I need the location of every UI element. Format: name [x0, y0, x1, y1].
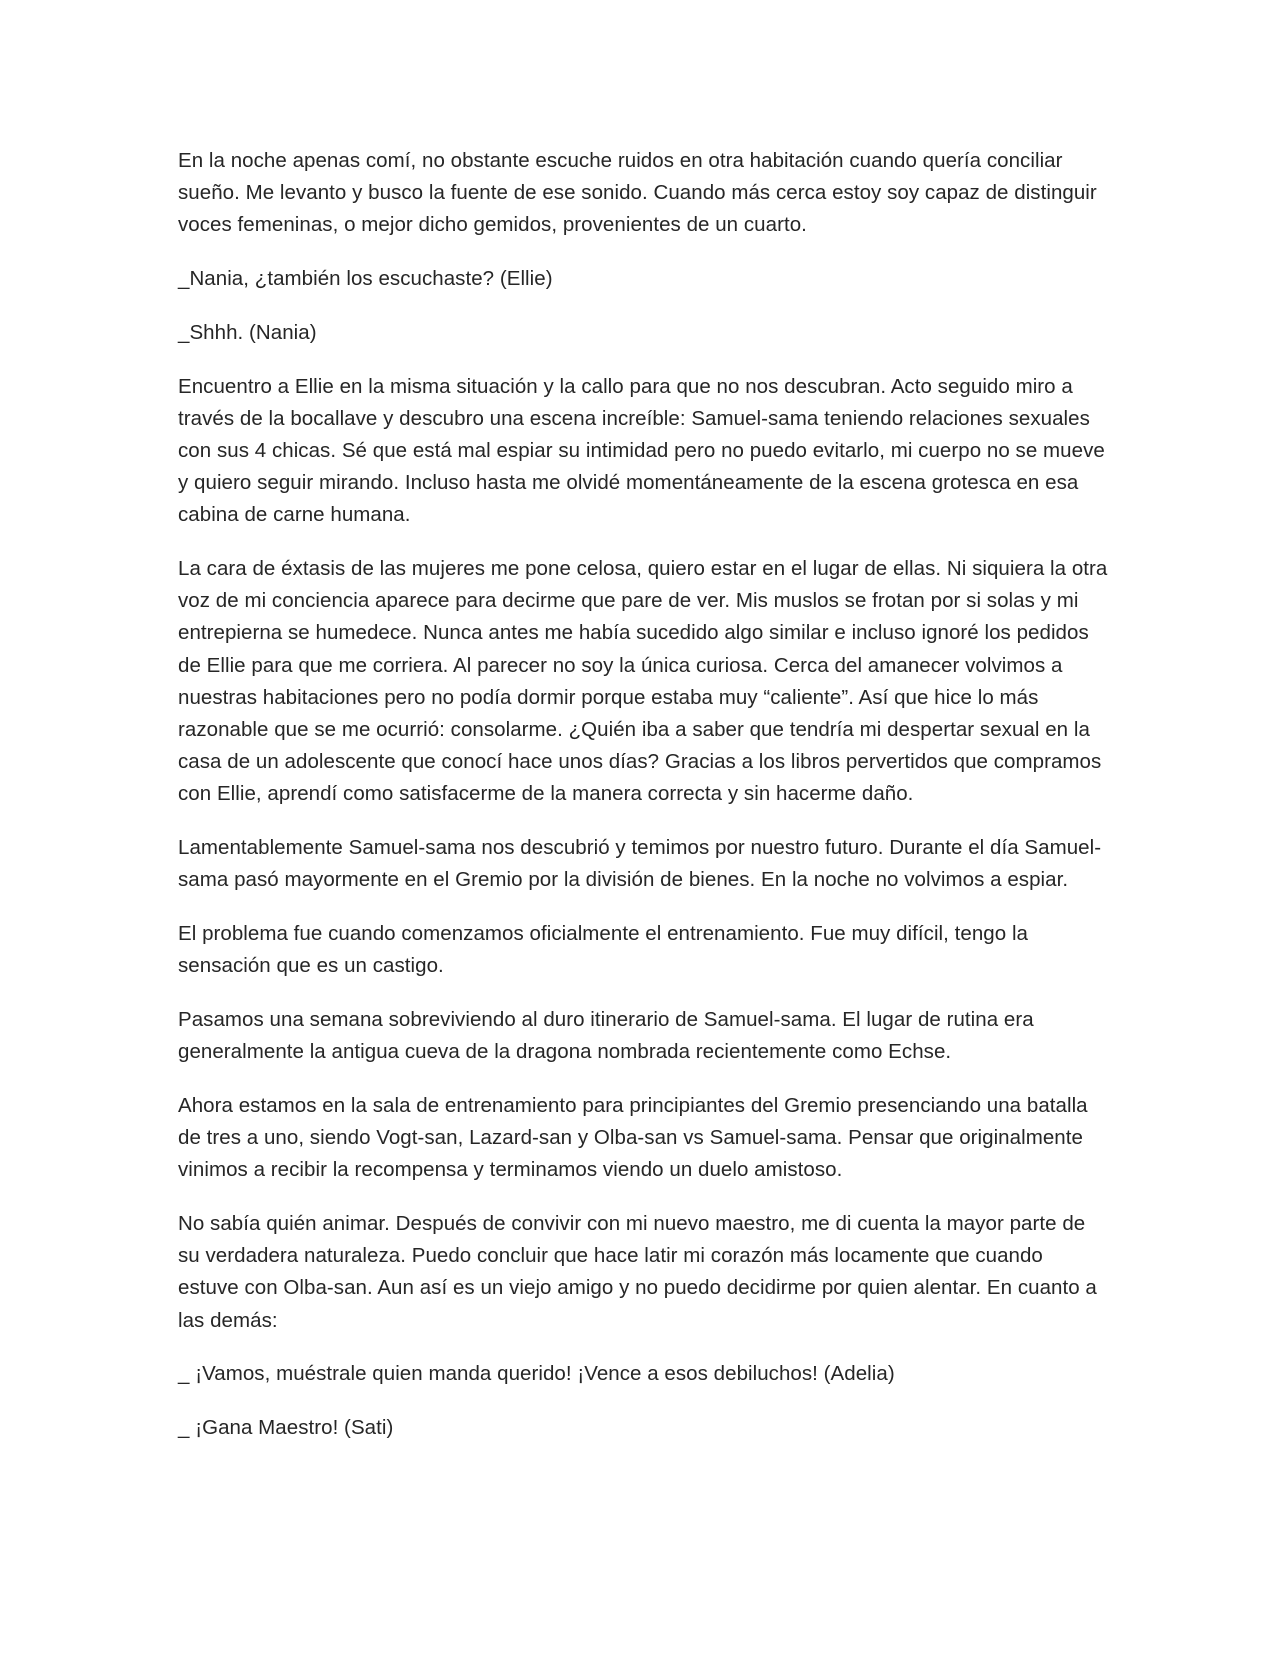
- dialogue-line: _Nania, ¿también los escuchaste? (Ellie): [178, 267, 553, 291]
- paragraph: Encuentro a Ellie en la misma situación y la callo para que no nos descubran. Acto seguido miro a través de la bocallave y descubro una escena increíble: Samuel-sama teniendo relaciones sexuales con sus 4 chicas. Sé que está mal espiar su intimidad pero no puedo evitarlo, mi cuerpo no se mueve y quiero seguir mirando. Incluso hasta me olvidé momentáneamente de la escena grotesca en esa cabina de carne humana.: [178, 374, 1105, 527]
- dialogue-line: _ ¡Vamos, muéstrale quien manda querido! ¡Vence a esos debiluchos! (Adelia): [178, 1362, 895, 1386]
- paragraph: Ahora estamos en la sala de entrenamiento para principiantes del Gremio presenciando una batalla de tres a uno, siendo Vogt-san, Lazard-san y Olba-san vs Samuel-sama. Pensar que originalmente vinimos a recibir la recompensa y terminamos viendo un duelo amistoso.: [178, 1093, 1088, 1182]
- paragraph: La cara de éxtasis de las mujeres me pone celosa, quiero estar en el lugar de ellas. Ni siquiera la otra voz de mi conciencia aparece para decirme que pare de ver. Mis muslos se frotan por si solas y mi entrepierna se humedece. Nunca antes me había sucedido algo similar e incluso ignoré los pedidos de Ellie para que me corriera. Al parecer no soy la única curiosa. Cerca del amanecer volvimos a nuestras habitaciones pero no podía dormir porque estaba muy “caliente”. Así que hice lo más razonable que se me ocurrió: consolarme. ¿Quién iba a saber que tendría mi despertar sexual en la casa de un adolescente que conocí hace unos días? Gracias a los libros pervertidos que compramos con Ellie, aprendí como satisfacerme de la manera correcta y sin hacerme daño.: [178, 557, 1108, 806]
- document-body: [178, 145, 1108, 1466]
- dialogue-line: _ ¡Gana Maestro! (Sati): [178, 1416, 394, 1439]
- dialogue-line: _Shhh. (Nania): [178, 320, 317, 344]
- paragraph: Lamentablemente Samuel-sama nos descubrió y temimos por nuestro futuro. Durante el día Samuel-sama pasó mayormente en el Gremio por la división de bienes. En la noche no volvimos a espiar.: [178, 836, 1102, 892]
- paragraph: No sabía quién animar. Después de convivir con mi nuevo maestro, me di cuenta la mayor parte de su verdadera naturaleza. Puedo concluir que hace latir mi corazón más locamente que cuando estuve con Olba-san. Aun así es un viejo amigo y no puedo decidirme por quien alentar. En cuanto a las demás:: [178, 1211, 1097, 1332]
- paragraph: El problema fue cuando comenzamos oficialmente el entrenamiento. Fue muy difícil, tengo la sensación que es un castigo.: [178, 922, 1029, 978]
- paragraph: Pasamos una semana sobreviviendo al duro itinerario de Samuel-sama. El lugar de rutina era generalmente la antigua cueva de la dragona nombrada recientemente como Echse.: [178, 1007, 1034, 1064]
- paragraph: En la noche apenas comí, no obstante escuche ruidos en otra habitación cuando quería conciliar sueño. Me levanto y busco la fuente de ese sonido. Cuando más cerca estoy soy capaz de distinguir voces femeninas, o mejor dicho gemidos, provenientes de un cuarto.: [178, 149, 1097, 237]
